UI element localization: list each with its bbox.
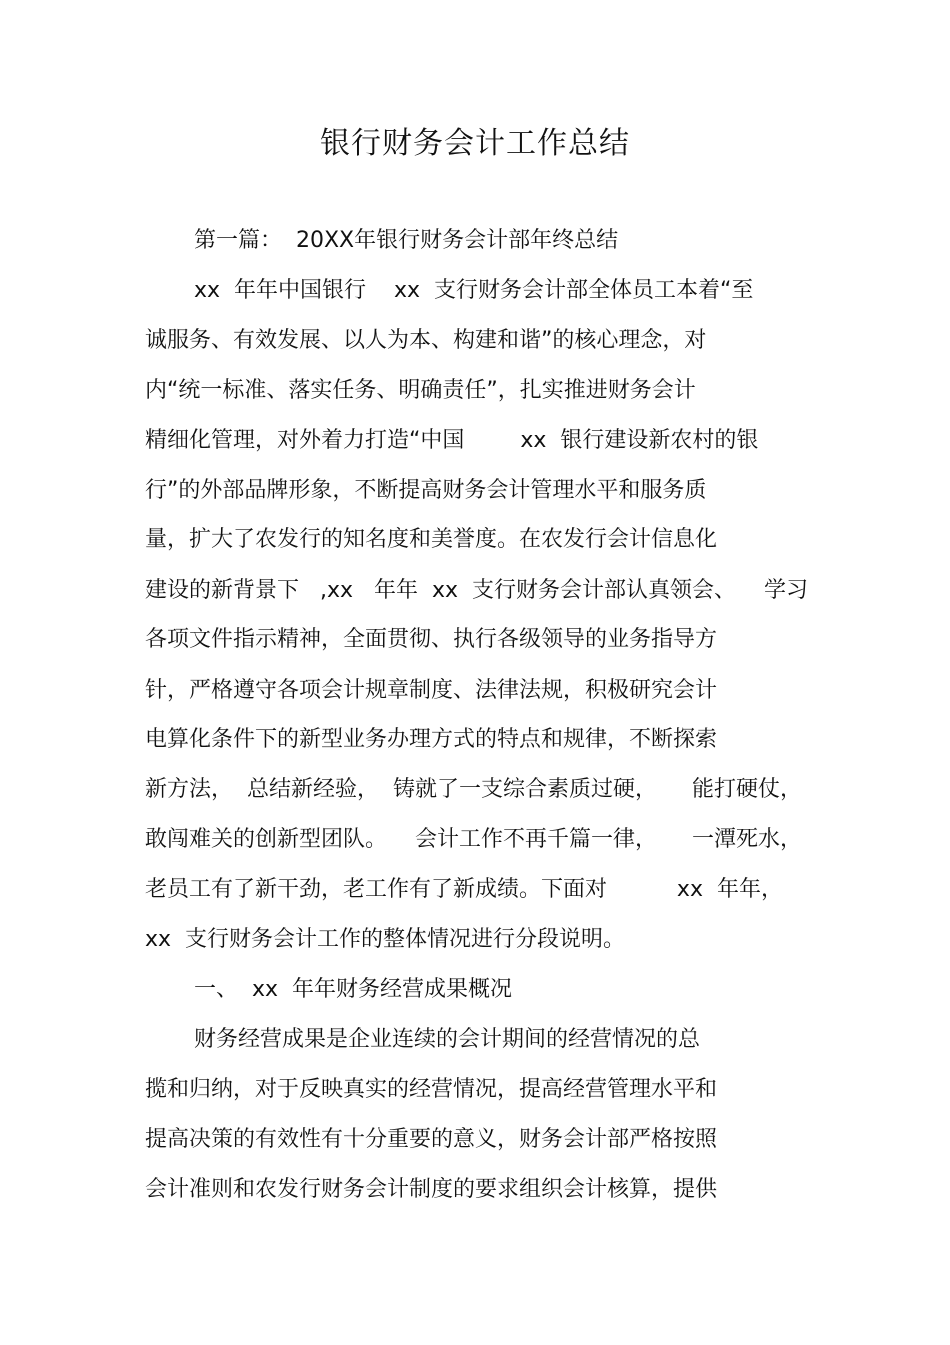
paragraph-line: 行”的外部品牌形象，不断提高财务会计管理水平和服务质 — [145, 478, 707, 503]
paragraph-line: 揽和归纳，对于反映真实的经营情况，提高经营管理水平和 — [145, 1077, 718, 1102]
paragraph-line: 电算化条件下的新型业务办理方式的特点和规律，不断探索 — [145, 727, 718, 752]
paragraph-line: 提高决策的有效性有十分重要的意义，财务会计部严格按照 — [145, 1127, 718, 1152]
paragraph-line: 新方法， 总结新经验， 铸就了一支综合素质过硬， 能打硬仗， — [145, 777, 802, 802]
paragraph-line: 建设的新背景下 ,xx 年年 xx 支行财务会计部认真领会、 学习 — [145, 578, 808, 603]
document-title: 银行财务会计工作总结 — [320, 126, 630, 161]
paragraph-line: xx 年年中国银行 xx 支行财务会计部全体员工本着“至 — [194, 278, 754, 303]
paragraph-line: 敢闯难关的创新型团队。 会计工作不再千篇一律， 一潭死水， — [145, 827, 802, 852]
paragraph-line: 精细化管理，对外着力打造“中国 xx 银行建设新农村的银 — [145, 428, 759, 453]
paragraph-line: 内“统一标准、落实任务、明确责任”，扎实推进财务会计 — [145, 378, 696, 403]
section-heading: 第一篇： 20XX年银行财务会计部年终总结 — [194, 228, 619, 253]
paragraph-line: 针，严格遵守各项会计规章制度、法律法规，积极研究会计 — [145, 678, 718, 703]
paragraph-line: 诚服务、有效发展、以人为本、构建和谐”的核心理念，对 — [145, 328, 707, 353]
section-heading: 一、 xx 年年财务经营成果概况 — [194, 977, 513, 1002]
paragraph-line: 量，扩大了农发行的知名度和美誉度。在农发行会计信息化 — [145, 527, 718, 552]
paragraph-line: xx 支行财务会计工作的整体情况进行分段说明。 — [145, 927, 626, 952]
paragraph-line: 财务经营成果是企业连续的会计期间的经营情况的总 — [194, 1027, 701, 1052]
paragraph-line: 会计准则和农发行财务会计制度的要求组织会计核算，提供 — [145, 1177, 718, 1202]
paragraph-line: 各项文件指示精神，全面贯彻、执行各级领导的业务指导方 — [145, 627, 718, 652]
paragraph-line: 老员工有了新干劲，老工作有了新成绩。下面对 xx 年年， — [145, 877, 783, 902]
